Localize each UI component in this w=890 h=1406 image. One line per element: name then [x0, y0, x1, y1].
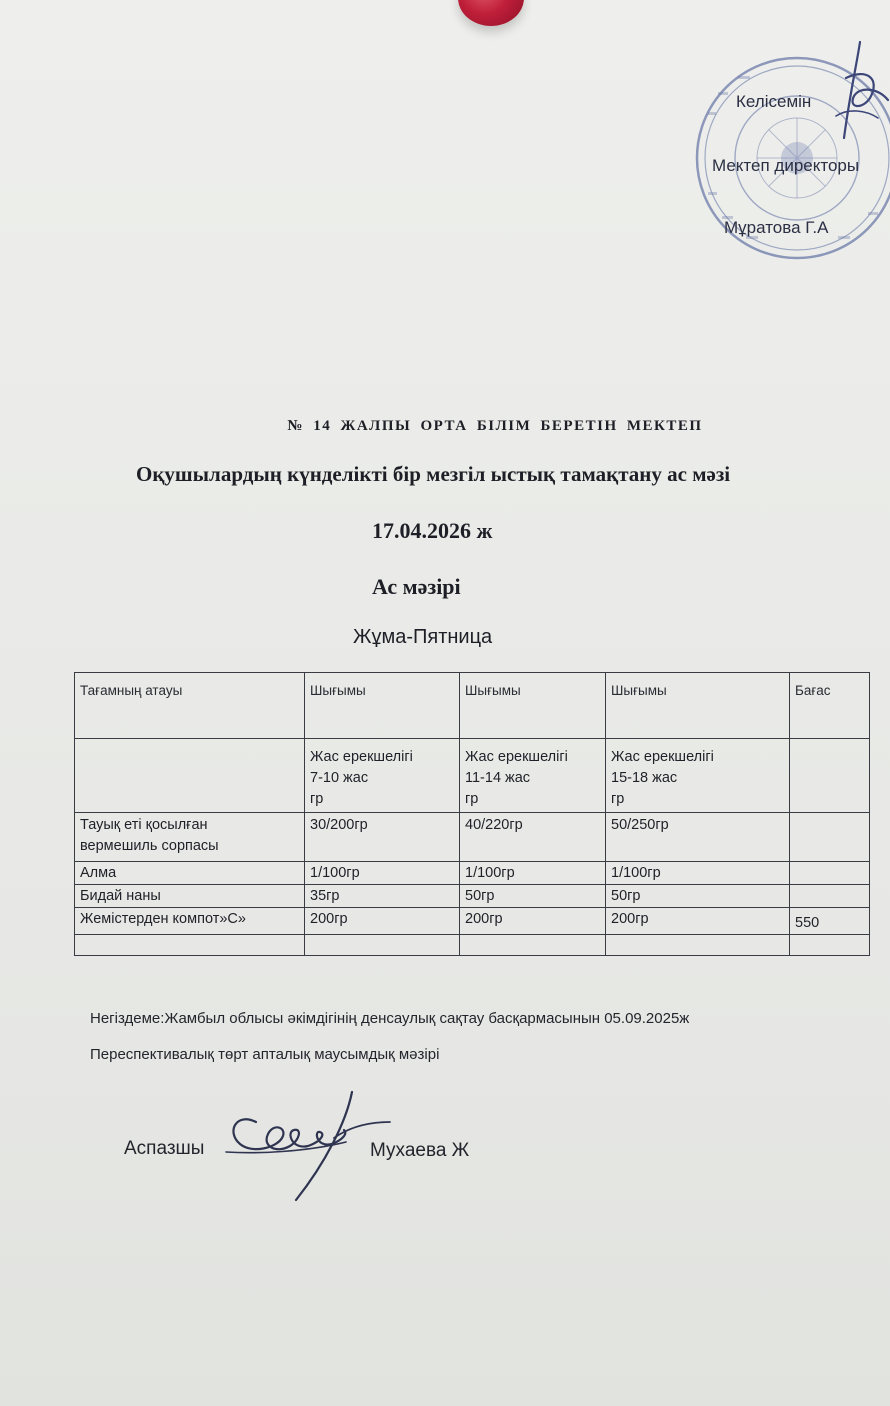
- price-cell: [790, 813, 870, 862]
- empty-cell: [305, 935, 460, 956]
- menu-date: 17.04.2026 ж: [372, 518, 493, 543]
- table-row: [75, 813, 870, 862]
- dish-name-text: Тауық еті қосылған вермешиль сорпасы: [80, 817, 219, 854]
- basis-note: Негіздеме:Жамбыл облысы әкімдігінің денсаулық сақтау басқармасынын 05.09.2025ж: [90, 1010, 690, 1027]
- yield-cell: 200гр: [460, 908, 606, 935]
- empty-cell: [460, 935, 606, 956]
- price-cell: [790, 908, 870, 935]
- age-group-text: Жас ерекшелігі 11-14 жас гр: [465, 749, 568, 807]
- basis-note-2: Переспективалық төрт апталық маусымдық мәзірі: [90, 1046, 440, 1063]
- stamp-approve-label: Келісемін: [736, 92, 812, 111]
- director-signature: [826, 38, 890, 148]
- yield-cell: 50гр: [460, 885, 606, 908]
- table-row: [75, 885, 870, 908]
- header-yield-11-14: Шығымы: [460, 673, 606, 739]
- push-pin: [458, 0, 524, 26]
- price-cell: [790, 885, 870, 908]
- cook-label: Аспазшы: [124, 1138, 205, 1159]
- menu-label: Ас мәзірі: [372, 574, 461, 599]
- price-cell: [790, 862, 870, 885]
- table-row: [75, 908, 870, 935]
- age-cell-price-empty: [790, 739, 870, 813]
- age-group-11-14: [460, 739, 606, 813]
- age-group-text: Жас ерекшелігі 7-10 жас гр: [310, 749, 413, 807]
- yield-cell: 35гр: [305, 885, 460, 908]
- header-price: Бағас: [790, 673, 870, 739]
- yield-cell: 50/250гр: [606, 813, 790, 862]
- header-yield-7-10: Шығымы: [305, 673, 460, 739]
- menu-title: Оқушылардың күнделікті бір мезгіл ыстық тамақтану ас мәзі: [136, 462, 731, 486]
- dish-name: Бидай наны: [75, 885, 305, 908]
- yield-cell: 200гр: [606, 908, 790, 935]
- yield-cell: 50гр: [606, 885, 790, 908]
- dish-name: Алма: [75, 862, 305, 885]
- dish-name: Жемістерден компот»С»: [75, 908, 305, 935]
- table-row-empty: [75, 935, 870, 956]
- cook-signature: [216, 1082, 396, 1210]
- table-header-row: [75, 673, 870, 739]
- table-row: [75, 862, 870, 885]
- weekday-label: Жұма-Пятница: [353, 626, 493, 648]
- empty-cell: [75, 935, 305, 956]
- header-dish-name: Тағамның атауы: [75, 673, 305, 739]
- stamp-director-label: Мектеп директоры: [712, 156, 860, 175]
- school-name: № 14 ЖАЛПЫ ОРТА БІЛІМ БЕРЕТІН МЕКТЕП: [287, 418, 703, 434]
- yield-cell: 200гр: [305, 908, 460, 935]
- stamp-director-name: Мұратова Г.А: [724, 218, 829, 237]
- dish-name: [75, 813, 305, 862]
- yield-cell: 1/100гр: [305, 862, 460, 885]
- yield-cell: 30/200гр: [305, 813, 460, 862]
- empty-cell: [606, 935, 790, 956]
- age-group-15-18: [606, 739, 790, 813]
- cook-name: Мухаева Ж: [370, 1140, 470, 1161]
- table-age-row: [75, 739, 870, 813]
- menu-table: [74, 672, 870, 956]
- age-cell-empty: [75, 739, 305, 813]
- yield-cell: 1/100гр: [606, 862, 790, 885]
- yield-cell: 40/220гр: [460, 813, 606, 862]
- age-group-text: Жас ерекшелігі 15-18 жас гр: [611, 749, 714, 807]
- yield-cell: 1/100гр: [460, 862, 606, 885]
- empty-cell: [790, 935, 870, 956]
- header-yield-15-18: Шығымы: [606, 673, 790, 739]
- price-value: 550: [795, 915, 820, 931]
- age-group-7-10: [305, 739, 460, 813]
